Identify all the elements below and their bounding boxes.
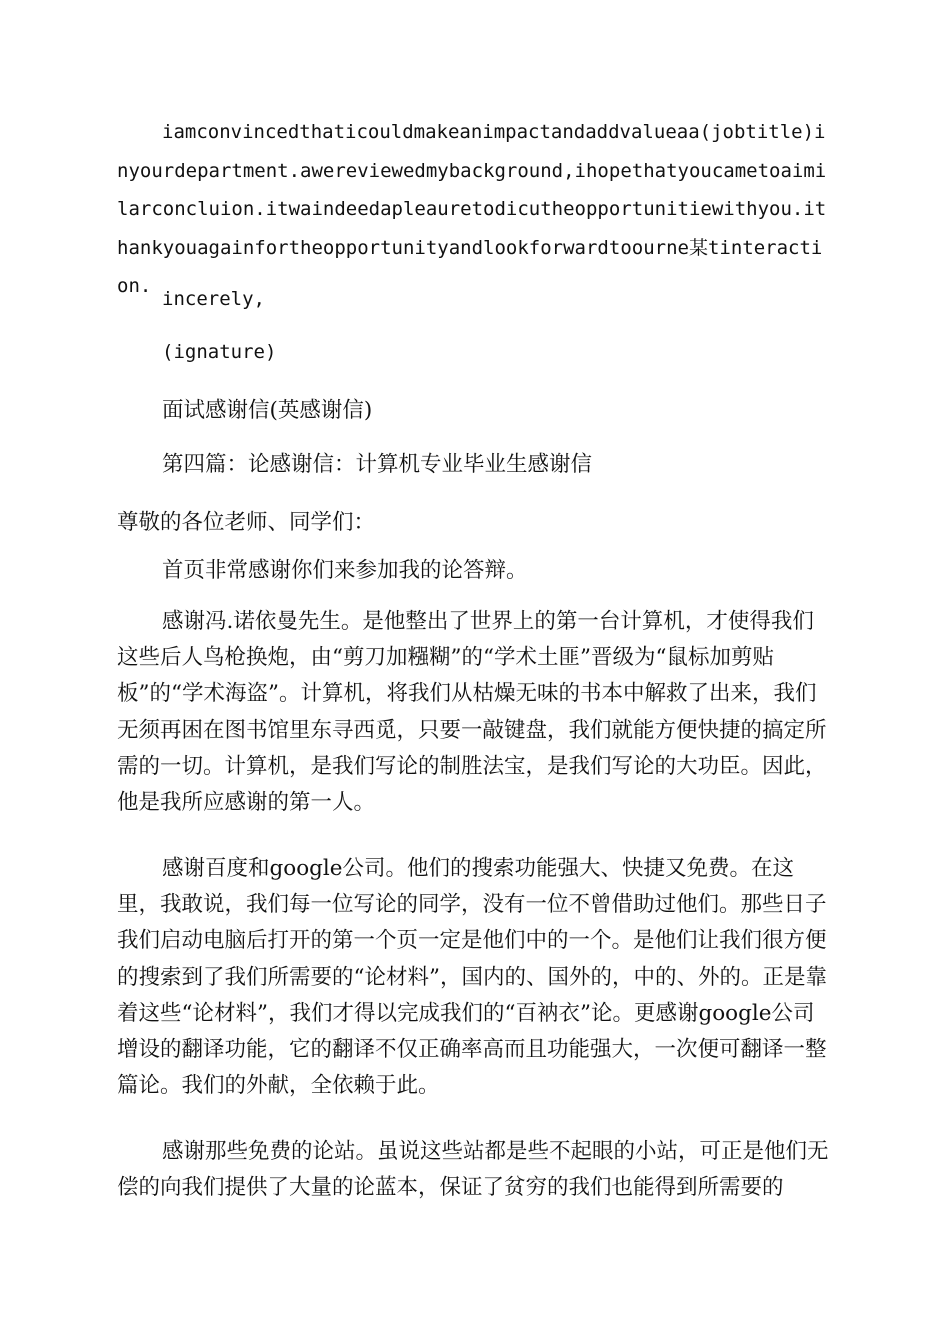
letter-signature: (ignature)	[162, 341, 277, 363]
article-paragraph: 感谢那些免费的论站。虽说这些站都是些不起眼的小站，可正是他们无偿的向我们提供了大量的论蓝本，保证了贫穷的我们也能得到所需要的	[117, 1139, 829, 1201]
article-paragraph: 首页非常感谢你们来参加我的论答辩。	[162, 558, 528, 583]
letter-body-paragraph: iamconvincedthaticouldmakeanimpactandaddvalueaa(jobtitle)inyourdepartment.awereviewedmybackground,ihopethatyoucametoaimilarconcluion.itwaindeedapleauretodicutheopportunitiewithyou.ithankyouagainfortheopportunityandlookforwardtoourne某tinteraction.	[117, 121, 827, 297]
article-paragraph: 感谢冯.诺依曼先生。是他整出了世界上的第一台计算机，才使得我们这些后人鸟枪换炮，由“剪刀加糨糊”的“学术土匪”晋级为“鼠标加剪贴板”的“学术海盗”。计算机，将我们从枯燥无味的书本中解救了出来，我们无须再困在图书馆里东寻西觅，只要一敲键盘，我们就能方便快捷的搞定所需的一切。计算机，是我们写论的制胜法宝，是我们写论的大功臣。因此，他是我所应感谢的第一人。	[117, 609, 827, 816]
letter-closing: incerely,	[162, 288, 265, 310]
article-paragraph: 感谢百度和google公司。他们的搜索功能强大、快捷又免费。在这里，我敢说，我们每一位写论的同学，没有一位不曾借助过他们。那些日子我们启动电脑后打开的第一个页一定是他们中的一个。是他们让我们很方便的搜索到了我们所需要的“论材料”，国内的、国外的，中的、外的。正是靠着这些“论材料”，我们才得以完成我们的“百衲衣”论。更感谢google公司增设的翻译功能，它的翻译不仅正确率高而且功能强大，一次便可翻译一整篇论。我们的外献，全依赖于此。	[117, 856, 827, 1099]
section-title: 面试感谢信(英感谢信)	[162, 398, 373, 423]
article-heading: 第四篇：论感谢信：计算机专业毕业生感谢信	[162, 452, 593, 477]
article-salutation: 尊敬的各位老师、同学们：	[117, 510, 376, 535]
